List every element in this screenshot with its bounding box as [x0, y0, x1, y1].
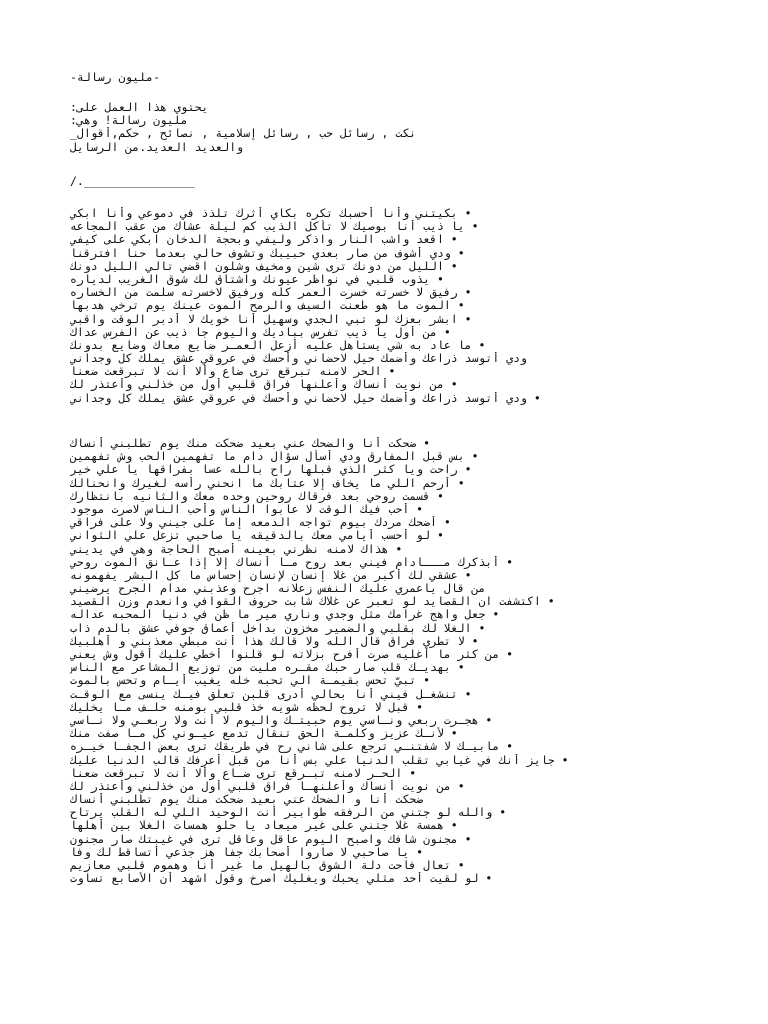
document-title: -مليون رسالة-: [70, 71, 161, 84]
message-line: • من نويت أنساك وأعلنها فراق قلبي أول من خذلني وأعتذر لك: [70, 378, 458, 392]
intro-line: والعديد العديد.من الرسايل: [70, 140, 244, 154]
message-line: • جعل واهج غرامك مثل وجدي وناري مير ما ظن في دنيا المحبه عداله: [70, 608, 500, 622]
message-line: • يا صاحبي لا صاروا أصحابك جفا هز جذعي أتساقط لك وفا: [70, 845, 424, 859]
message-line: • ضحكت أنا والضحك عني بعيد ضحكت منك يوم تطلبني أنساك: [70, 437, 431, 450]
message-line: • لأنـك عزيز وكلمـة الحق تنقال تدمع عيـوني كل مـا صفت منك: [70, 727, 458, 741]
message-line: • الليل من دونك ترى شين ومخيف وشلون اقضي تالي الليل دونك: [70, 259, 458, 273]
message-line: • الحر لامنه تبرقع ترى ضاع وألا أنت لا تبرقعت ضعنا: [70, 365, 396, 379]
message-line: • بكيتني وأنا أحسبك تكره بكاي أثرك تلذذ في دموعي وأنا ابكي: [70, 207, 472, 220]
message-line: • رفيق لا خسرته خسرت العمر كله ورفيق لاخسرته سلمت من الخساره: [70, 286, 472, 300]
message-line: • أبذكرك مـــادام فيني بعد روح مـا أنساك إلا إذا عـانق الموت روحي: [70, 555, 514, 569]
message-line: • مابيـك لا شفتنـي ترجع على شاني رح في طريقك ترى بعض الجفـا خيـره: [70, 740, 514, 754]
message-line: • أحب فيك الوقت لا عابوا الناس وأحب الناس لاصرت موجود: [70, 502, 424, 516]
message-line: • هجـرت ربعي ونـاسي يوم حبيتـك واليوم لا أنت ولا ربعـي ولا نـاسي: [70, 713, 493, 727]
message-line: • بس قبل المفارق ودي أسأل سؤال دام ما تفهمين الحب وش تفهمين: [70, 450, 479, 464]
intro-line: نكت , رسائل حب , رسائل إسلامية , نصائح , حكم,أقوال_: [70, 127, 417, 141]
message-line: • قسمت روحي بعد فرقاك روحين وحده معك والثانيه بانتظارك: [70, 489, 444, 503]
message-line: • من كثر ما أغليه صرت أفرح بزلاته لو قلنوا أخطي عليك أقول وش يعني: [70, 648, 514, 661]
message-line: • ابشر بعزك لو تبي الجدي وسهيل أنا خويك لا أدبر الوقت واقبي: [70, 312, 472, 326]
separator-line: /.________________: [70, 175, 195, 188]
message-line: • يا ذيب أنا بوصيك لا تأكل الذيب كم ليلة عشاك من عقب المجاعه: [70, 220, 479, 234]
messages-section-1: [70, 207, 630, 405]
message-line: • الغلا لك بقلبي والضمير مخزون بداخل أعماق جوفي عشق بالدم ذاب: [70, 621, 486, 635]
intro-line: مليون رسالة! وهي:: [70, 114, 188, 128]
message-line: • لو أحسب أيامي معك بالدقيقه يا صاحبي تزعل علي الثواني: [70, 529, 444, 543]
message-line: • اكتشفت ان القصايد لو تعبر عن غلاك شابت حروف القوافي وانعدم وزن القصيد: [70, 595, 555, 609]
message-line: • همسة غلا جتني على غير ميعاد يا حلو همسات الغلا بين أهلها: [70, 819, 458, 833]
message-line: • مجنون شافك واصبح اليوم عاقل وعاقل ترى في غيبتك صار مجنون: [70, 832, 472, 846]
message-line: • ما عاد به شي يستاهل عليه أزعل العمـر ضايع معاك وضايع بدونك: [70, 338, 486, 352]
message-line: • لا تطري فراق قال الله ولا قالك هذا أنت مبطي معذبني و أهلبيك: [70, 634, 479, 648]
message-line: • لو لقيت أحد مثلي يحبك ويغليك اصرخ وقول اشهد أن الأصابع تساوت: [70, 872, 493, 886]
message-line: • اقعد واشب النار واذكر وليفي وبحجة الدخان ابكي على كيفي: [70, 233, 458, 247]
message-line: • جايز أنك في غيابي تقلب الدنيا علي بس أنا من قبل أعرفك قالب الدنيا عليك: [70, 753, 569, 767]
message-line: • أضحك مردك بيوم تواجه الدمعه إما على جيني ولا على فراقي: [70, 516, 451, 530]
message-line: • تنشغـل فيني أنا بحالي أدرى قلبن تعلق فيـك ينسى مع الوقـت: [70, 687, 472, 701]
message-line: • أرحم اللي ما يخاف إلا عتابك ما انحني رأسه لغيرك وانحنالك: [70, 476, 465, 490]
message-line: • يذوب قلبي في نواظر عيونك واشتاق لك شوق الغريب لدياره: [70, 272, 444, 286]
message-line: • الحـر لامنه تبـرقع ترى ضـاع وألا أنت لا تبرقعت ضعنا: [70, 766, 417, 780]
message-line: • تبيّ تحس بقيمـة الي تحبه خله يغيب أيـام وتحس بالموت: [70, 674, 431, 688]
message-line: • ودي أتوسد ذراعك وأضمك حيل لاحضاني وأحسك في عروقي عشق يملك كل وجداني: [70, 391, 541, 405]
message-line: • من نويت أنساك وأعلنهـا فراق قلبي أول من خذلني وأعتذر لك: [70, 779, 465, 793]
message-line: • والله لو جتني من الرفقه طوابير أنت الوحيد اللي له القلب يرتاح: [70, 806, 507, 820]
message-line: ضحكت أنا و الضحك عني بعيد ضحكت منك يوم تطلبني أنساك: [70, 793, 424, 807]
message-line: • راحت ويا كثر الذي قبلها راح بالله عسا بفراقها يا علي خير: [70, 463, 472, 477]
intro-line: يحتوي هذا العمل على:: [70, 101, 209, 114]
message-line: ودي أتوسد ذراعك وأضمك حيل لاحضاني وأحسك في عروقي عشق يملك كل وجداني: [70, 352, 527, 366]
message-line: • بهديـك قلبٍ صار حبك مقـره ملّيت من توزيع المشاعر مع الناس: [70, 661, 465, 675]
message-line: • الموت ما هو طعنت السيف والرمح الموت عينك يوم ترخي هدبها: [70, 299, 465, 313]
message-line: • ودي أشوف من صار بعدي حبيبك وتشوف حالي بعدما حنا افترقنا: [70, 246, 465, 260]
message-line: • تعال فاحت دلة الشوق بالهيل ما غير أنا وهموم قلبي معازيم: [70, 859, 465, 872]
message-line: • قبل لا تروح لحظه شويه خذ قلبي بومنه حلـف مـا يخليك: [70, 700, 424, 714]
message-line: • هذاك لامنه نظرني بعينه أصبح الحاجة وهي في يديني: [70, 542, 403, 556]
messages-section-2: [70, 437, 630, 885]
message-line: من قال ياعمري عليك النفس زعلانه اجرح وعذبني مدام الجرح يرضيني: [70, 582, 486, 596]
message-line: • عشقي لك أكبر من غلا إنسان لإنسان إحساس ما كل البشر يفهمونه: [70, 568, 472, 582]
intro-block: [70, 101, 416, 154]
message-line: • من أول يا ذيب تفرس بباديك واليوم جا ذيب عن الفرس عداك: [70, 325, 451, 339]
